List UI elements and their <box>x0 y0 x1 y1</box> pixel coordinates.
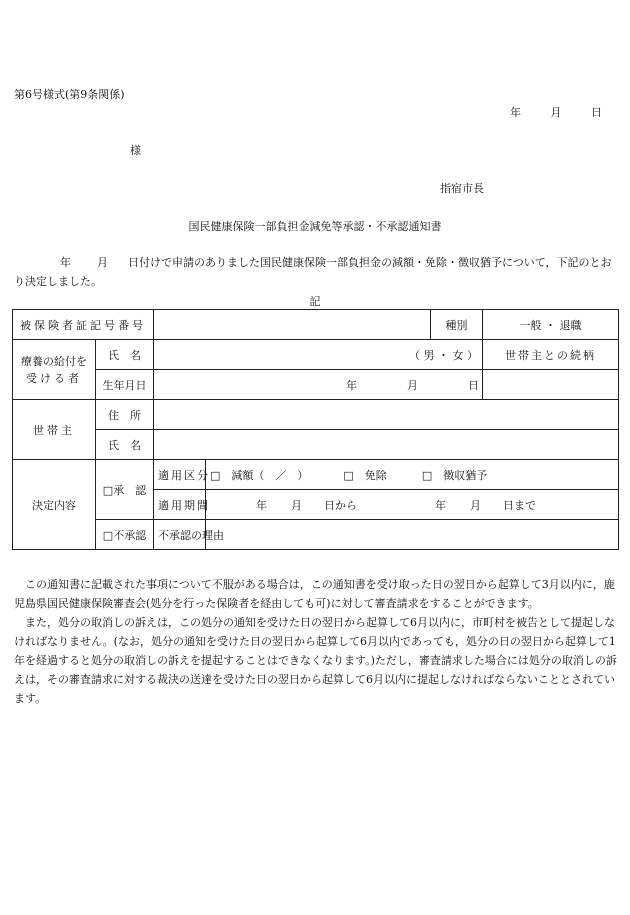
category-options <box>206 460 619 490</box>
period-from-year: 年 <box>256 498 267 512</box>
care-label-line2: 受ける者 <box>26 371 82 385</box>
decision-label: 決定内容 <box>13 460 96 550</box>
type-label: 種別 <box>431 310 483 340</box>
insured-number-label: 被保険者証記号番号 <box>13 310 154 340</box>
birth-date-field[interactable] <box>154 370 483 400</box>
name-label: 氏 名 <box>96 340 154 370</box>
care-recipient-label <box>13 340 96 400</box>
table-row <box>13 370 619 400</box>
address-label: 住 所 <box>96 400 154 430</box>
period-field[interactable] <box>206 490 619 520</box>
note-paragraph: この通知書に記載された事項について不服がある場合は，この通知書を受け取った日の翌日から起算して3月以内に，鹿児島県国民健康保険審査会(処分を行った保険者を経由しても可)に対して審査請求をすることができます。 <box>14 578 615 610</box>
note-paragraph: また，処分の取消しの訴えは，この処分の通知を受けた日の翌日から起算して6月以内に，市町村を被告として提起しなければなりません。(なお，処分の通知を受けた日の翌日から起算して6月以内であっても，処分の日の翌日から起算して1年を経過すると処分の取消しの訴えを提起することはできなくなります。)ただし，審査請求した場合には処分の取消しの訴えは，その審査請求に対する裁決の送達を受けた日の翌日から起算して6月以内に提起しなければならないこととされています。 <box>14 616 617 705</box>
ki-heading: 記 <box>309 295 321 308</box>
period-to-year: 年 <box>435 498 446 512</box>
relation-label: 世帯主との続柄 <box>483 340 619 370</box>
table-row <box>13 340 619 370</box>
period-from-month: 月 <box>291 498 302 512</box>
birth-label: 生年月日 <box>96 370 154 400</box>
period-to-month: 月 <box>470 498 481 512</box>
gender-field[interactable]: （ 男 ・ 女 ） <box>154 340 483 370</box>
defer-option[interactable]: □ 徴収猶予 <box>421 468 488 482</box>
intro-month: 月 <box>97 256 108 269</box>
approve-checkbox[interactable]: □承 認 <box>96 460 154 520</box>
period-from-day: 日から <box>324 498 357 512</box>
table-row <box>13 430 619 460</box>
date-line <box>484 104 602 120</box>
date-month: 月 <box>550 106 562 119</box>
householder-label: 世帯主 <box>13 400 96 460</box>
householder-name-label: 氏 名 <box>96 430 154 460</box>
householder-name-field[interactable] <box>154 430 619 460</box>
reason-label: 不承認の理由 <box>154 520 206 550</box>
category-label: 適用区分 <box>154 460 206 490</box>
form-number: 第6号様式(第9条関係) <box>14 88 125 101</box>
period-label: 適用期間 <box>154 490 206 520</box>
date-year: 年 <box>510 106 521 119</box>
birth-day: 日 <box>468 378 479 392</box>
notes <box>14 575 618 708</box>
intro-body: 日付けで申請のありました国民健康保険一部負担金の減額・免除・徴収猶予について，下記のとおり決定しました。 <box>14 256 612 288</box>
birth-month: 月 <box>407 378 418 392</box>
disapprove-checkbox[interactable]: □不承認 <box>96 520 154 550</box>
address-field[interactable] <box>154 400 619 430</box>
type-value[interactable]: 一般 ・ 退職 <box>483 310 619 340</box>
exempt-option[interactable]: □ 免除 <box>343 468 387 482</box>
table-row <box>13 460 619 490</box>
reason-field[interactable] <box>206 520 619 550</box>
decision-table <box>12 309 619 550</box>
period-to-day: 日まで <box>503 498 536 512</box>
table-row <box>13 310 619 340</box>
table-row <box>13 400 619 430</box>
table-row <box>13 520 619 550</box>
birth-year: 年 <box>346 378 357 392</box>
care-label-line1: 療養の給付を <box>21 354 87 368</box>
recipient-suffix: 様 <box>130 144 141 157</box>
insured-number-field[interactable] <box>154 310 431 340</box>
reduce-option[interactable]: □ 減額（ ／ ） <box>210 468 309 482</box>
page-title: 国民健康保険一部負担金減免等承認・不承認通知書 <box>188 220 442 233</box>
intro-year: 年 <box>60 256 71 269</box>
intro-text <box>14 253 616 291</box>
date-day: 日 <box>591 106 602 119</box>
issuer: 指宿市長 <box>440 182 484 195</box>
relation-field[interactable] <box>483 370 619 400</box>
